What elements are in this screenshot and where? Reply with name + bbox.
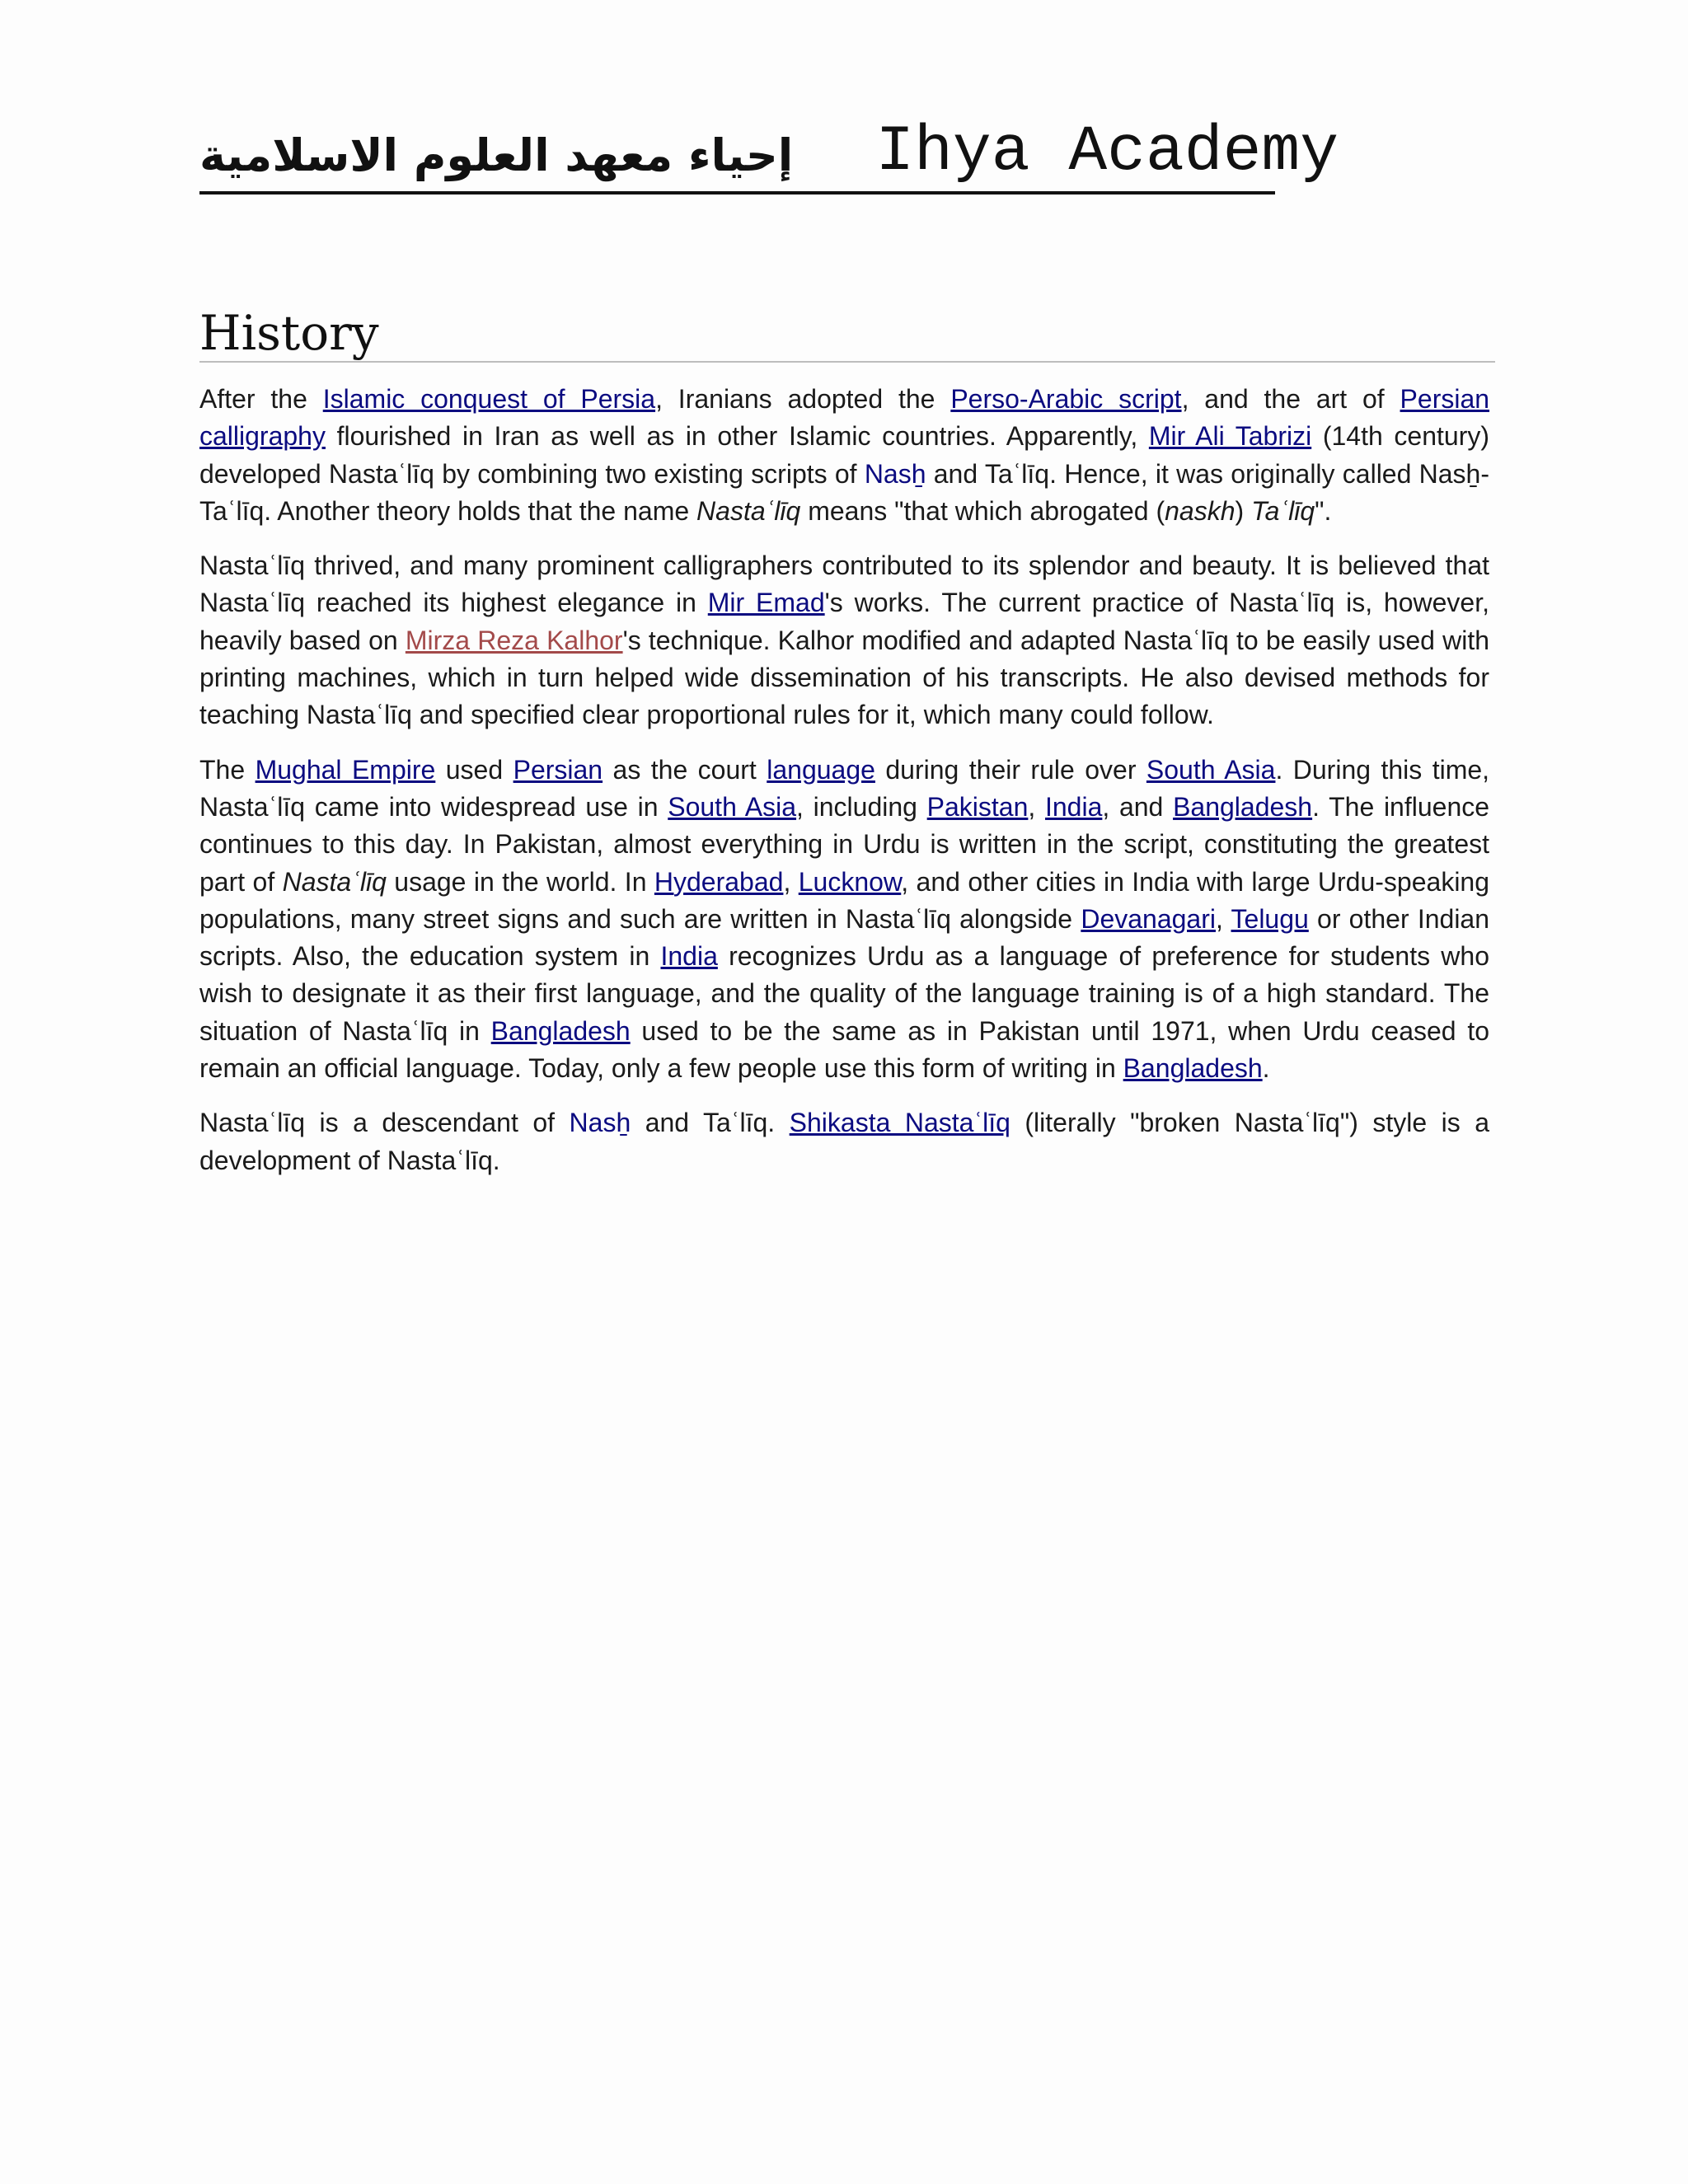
link-telugu[interactable]: Telugu: [1231, 903, 1309, 934]
text-run: , Iranians adopted the: [655, 384, 951, 414]
text-run: . The influence continues to this day. In Pakistan, almost everything in Urdu is written in the script, constituting the greatest part of: [199, 791, 1490, 897]
link-persian-calligraphy[interactable]: Persian calligraphy: [199, 384, 1490, 452]
text-run: Nastaʿlīq thrived, and many prominent calligraphers contributed to its splendor and beauty. It is believed that Nastaʿlīq reached its highest elegance in: [199, 551, 1489, 618]
paragraph-4: [199, 1104, 1489, 1179]
history-heading: History: [199, 305, 379, 361]
text-run: usage in the world. In: [386, 866, 654, 897]
text-run: ,: [1028, 791, 1045, 822]
arabic-title: إحياء معهد العلوم الاسلامية: [199, 129, 794, 181]
link-mir-ali-tabrizi[interactable]: Mir Ali Tabrizi: [1148, 421, 1312, 452]
text-run: The: [199, 754, 256, 785]
text-run: used to be the same as in Pakistan until 1971, when Urdu ceased to remain an official language. Today, only a few people use this form of writing in: [199, 1015, 1490, 1084]
link-south-asia[interactable]: South Asia: [1146, 754, 1276, 785]
academy-title: Ihya Academy: [875, 116, 1339, 189]
term-nash: Nasẖ: [864, 458, 926, 489]
paragraph-2: [199, 547, 1489, 733]
text-run: .: [1262, 1053, 1270, 1084]
article-body: [199, 381, 1489, 1197]
text-run: and Taʿlīq. Hence, it was originally called Nasẖ-Taʿlīq. Another theory holds that the name: [199, 458, 1489, 526]
text-run: (14th century) developed Nastaʿlīq by combining two existing scripts of: [199, 421, 1489, 489]
text-run: , and the art of: [1181, 384, 1400, 414]
italic-term: Taʿlīq: [1251, 495, 1315, 526]
italic-term: Nastaʿlīq: [282, 866, 387, 897]
link-persian[interactable]: Persian: [513, 754, 603, 785]
link-bangladesh[interactable]: Bangladesh: [490, 1015, 631, 1046]
text-run: . During this time, Nastaʿlīq came into widespread use in: [199, 754, 1490, 822]
page-header: [199, 107, 1339, 194]
link-devanagari[interactable]: Devanagari: [1081, 903, 1216, 934]
text-run: ): [1235, 495, 1252, 526]
text-run: used: [435, 754, 513, 785]
text-run: Nastaʿlīq is a descendant of: [199, 1108, 570, 1138]
link-language[interactable]: language: [767, 754, 875, 785]
link-mir-emad[interactable]: Mir Emad: [707, 588, 825, 618]
link-mirza-reza-kalhor[interactable]: Mirza Reza Kalhor: [405, 625, 623, 655]
link-islamic-conquest-of-persia[interactable]: Islamic conquest of Persia: [322, 384, 656, 414]
text-run: as the court: [603, 754, 767, 785]
section-heading: [199, 303, 1495, 363]
text-run: recognizes Urdu as a language of preference for students who wish to designate it as their first language, and the quality of the language training is of a high standard. The situation of Nastaʿlīq in: [199, 941, 1490, 1046]
text-run: ".: [1315, 495, 1332, 526]
text-run: 's technique. Kalhor modified and adapted Nastaʿlīq to be easily used with printing machines, which in turn helped wide dissemination of his transcripts. He also devised methods for teaching Nastaʿlīq and specified clear proportional rules for it, which many could follow.: [199, 625, 1490, 730]
link-perso-arabic-script[interactable]: Perso-Arabic script: [950, 384, 1182, 414]
link-south-asia[interactable]: South Asia: [668, 791, 797, 822]
link-pakistan[interactable]: Pakistan: [926, 791, 1029, 822]
text-run: ,: [1215, 903, 1231, 934]
text-run: , including: [796, 791, 927, 822]
text-run: , and other cities in India with large Urdu-speaking populations, many street signs and such are written in Nastaʿlīq alongside: [199, 866, 1490, 934]
link-mughal-empire[interactable]: Mughal Empire: [255, 754, 436, 785]
link-hyderabad[interactable]: Hyderabad: [654, 866, 784, 897]
italic-term: Nastaʿlīq: [696, 495, 801, 526]
text-run: (literally "broken Nastaʿlīq") style is a development of Nastaʿlīq.: [199, 1108, 1490, 1175]
text-run: 's works. The current practice of Nastaʿlīq is, however, heavily based on: [199, 588, 1490, 655]
text-run: After the: [199, 384, 323, 414]
text-run: , and: [1102, 791, 1174, 822]
text-run: during their rule over: [874, 754, 1146, 785]
link-bangladesh[interactable]: Bangladesh: [1173, 791, 1313, 822]
italic-term: naskh: [1165, 495, 1236, 526]
text-run: flourished in Iran as well as in other Islamic countries. Apparently,: [325, 421, 1149, 452]
text-run: and Taʿlīq.: [631, 1108, 790, 1138]
link-lucknow[interactable]: Lucknow: [798, 866, 902, 897]
term-nash: Nasẖ: [569, 1108, 631, 1138]
link-india[interactable]: India: [1044, 791, 1103, 822]
paragraph-3: [199, 752, 1489, 1088]
text-run: means "that which abrogated (: [800, 495, 1165, 526]
link-bangladesh[interactable]: Bangladesh: [1123, 1053, 1263, 1084]
link-india[interactable]: India: [660, 941, 718, 972]
text-run: ,: [783, 866, 799, 897]
paragraph-1: [199, 381, 1489, 530]
text-run: or other Indian scripts. Also, the education system in: [199, 903, 1490, 972]
link-shikasta-nastaliq[interactable]: Shikasta Nastaʿlīq: [789, 1108, 1010, 1138]
